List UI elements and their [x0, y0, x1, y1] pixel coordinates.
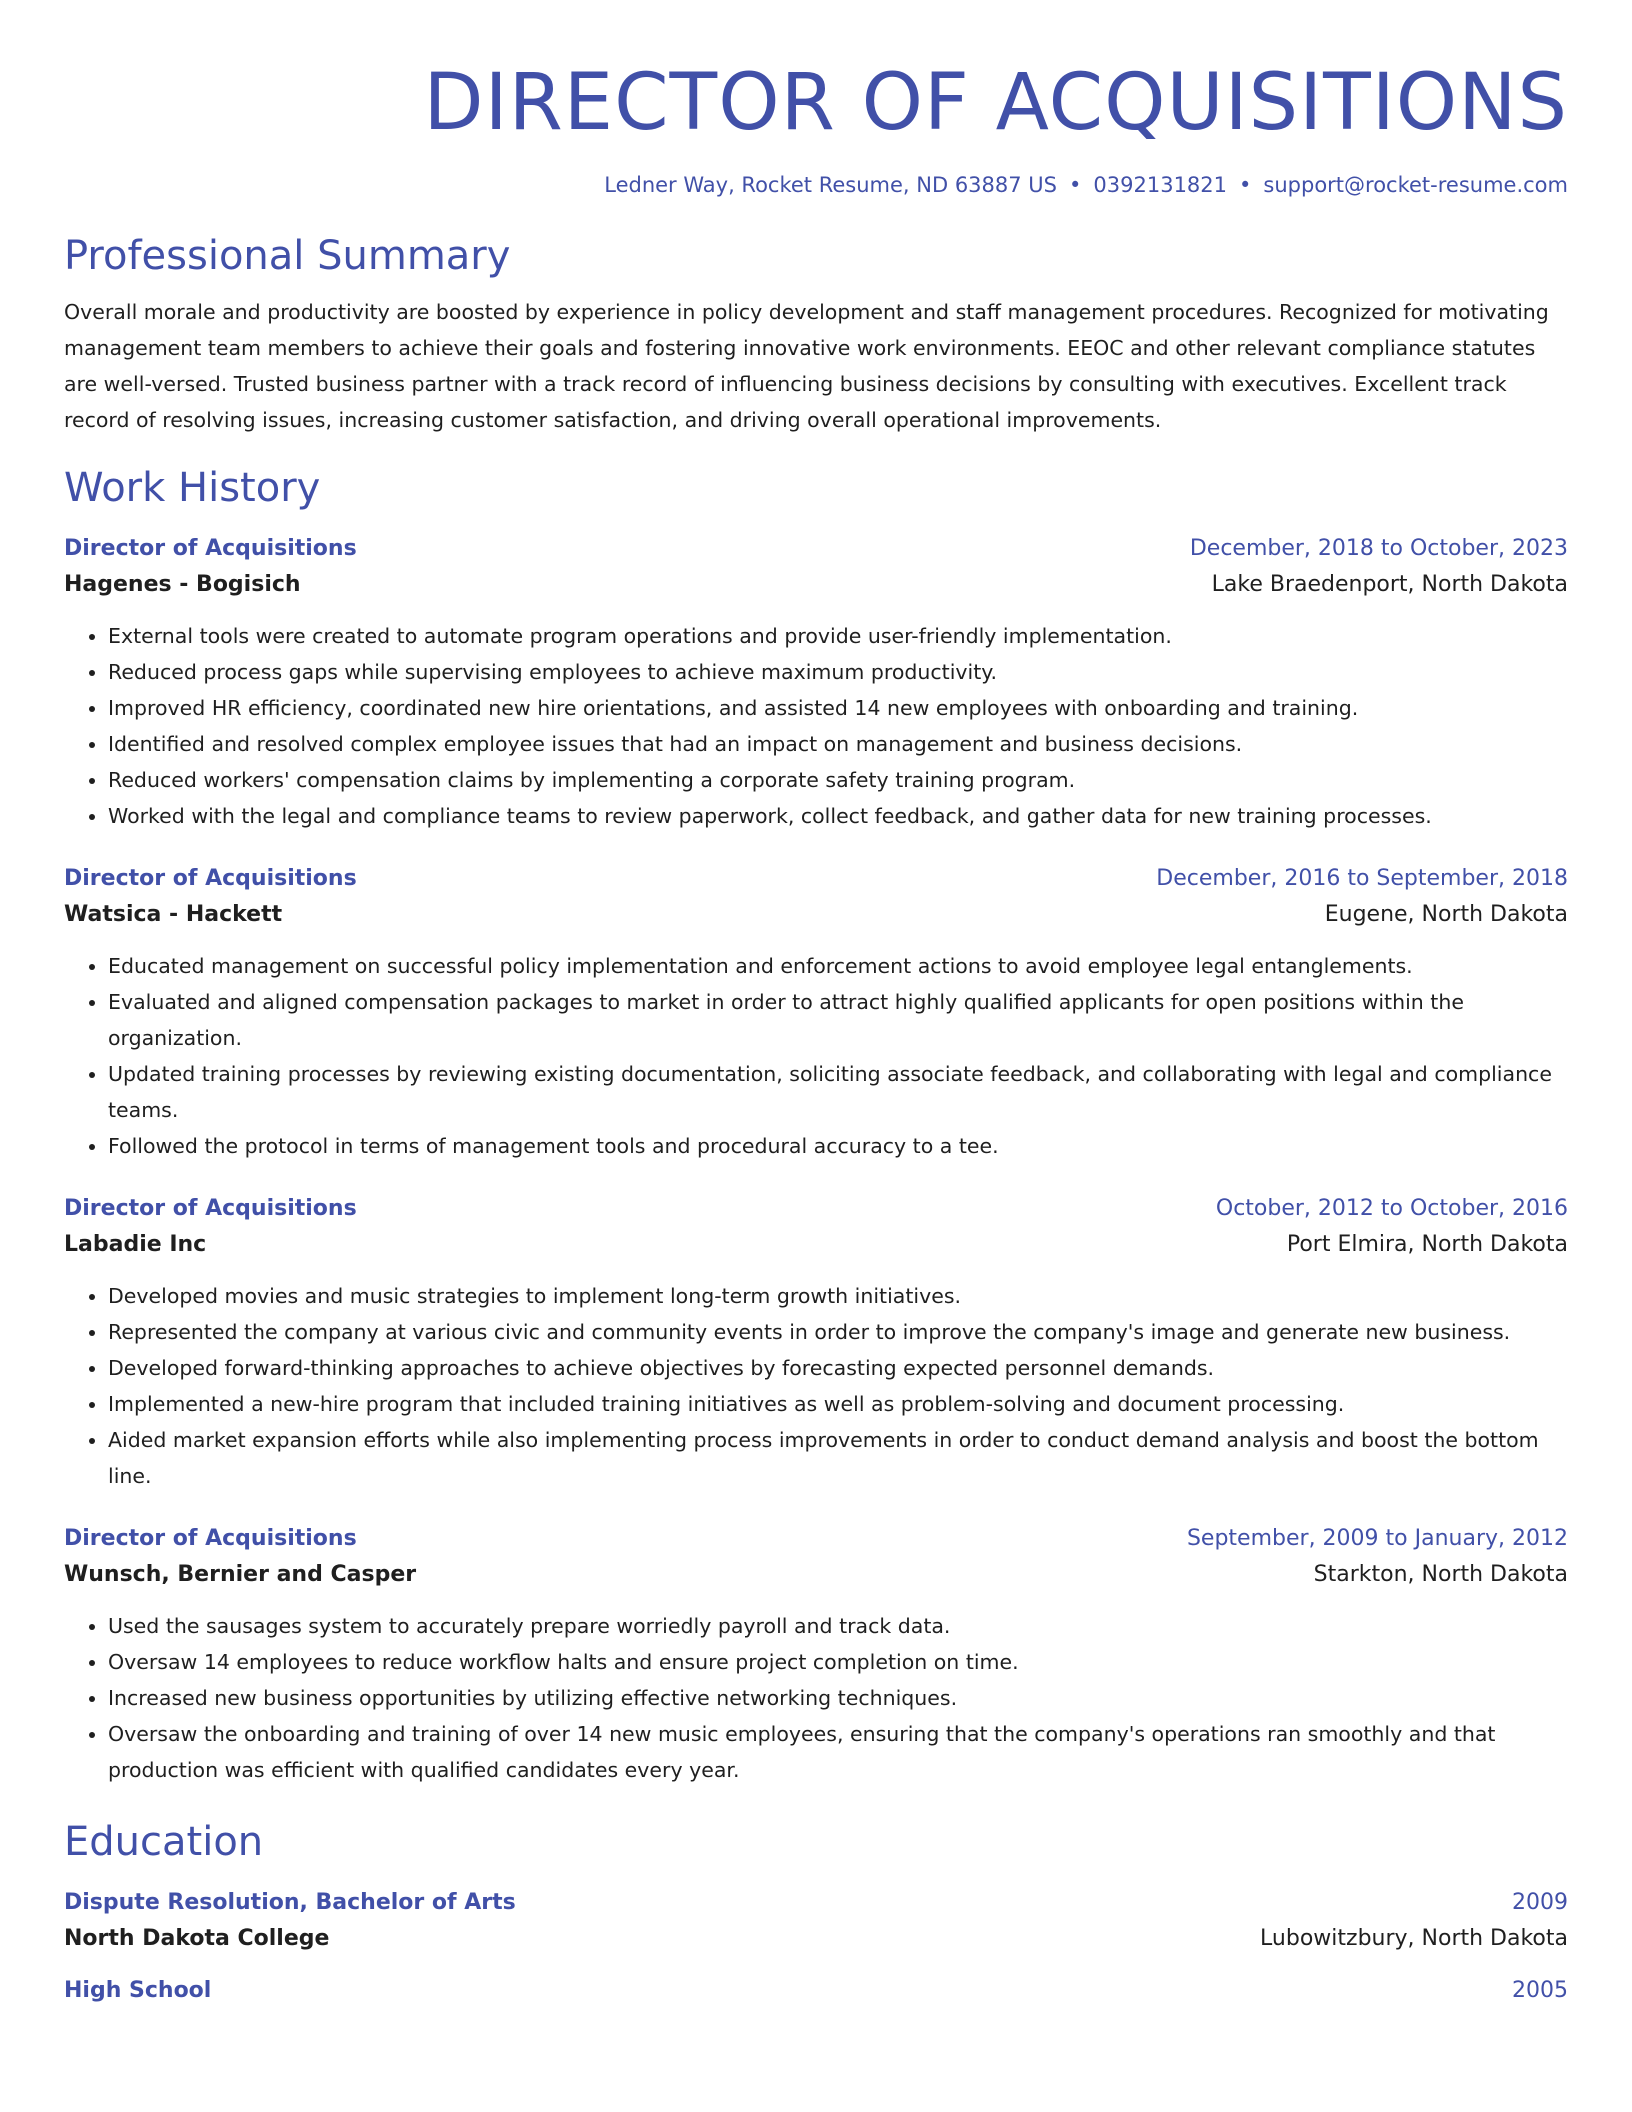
summary-heading: Professional Summary: [64, 233, 511, 279]
job-dates: December, 2018 to October, 2023: [1189, 536, 1568, 561]
contact-address: Ledner Way, Rocket Resume, ND 63887 US: [604, 173, 1058, 197]
job-bullets: [64, 1278, 1568, 1494]
education-location: Lubowitzbury, North Dakota: [1260, 1926, 1568, 1951]
contact-separator: •: [1069, 173, 1082, 197]
resume-name: DIRECTOR OF ACQUISITIONS: [423, 58, 1568, 148]
job-company: Hagenes - Bogisich: [64, 572, 301, 597]
job-entry: [64, 1522, 1568, 1788]
job-company: Wunsch, Bernier and Casper: [64, 1562, 417, 1587]
education-school: North Dakota College: [64, 1926, 330, 1951]
contact-separator: •: [1239, 173, 1252, 197]
job-bullet: • Identified and resolved complex employee issues that had an impact on management and business decisions.: [108, 726, 1568, 762]
job-bullet: • Implemented a new-hire program that included training initiatives as well as problem-solving and document processing.: [108, 1386, 1568, 1422]
contact-email[interactable]: support@rocket-resume.com: [1263, 173, 1568, 197]
job-location: Eugene, North Dakota: [1324, 902, 1568, 927]
job-entry: [64, 532, 1568, 834]
job-company: Watsica - Hackett: [64, 902, 283, 927]
job-location: Starkton, North Dakota: [1313, 1562, 1568, 1587]
job-bullet: • Increased new business opportunities by utilizing effective networking techniques.: [108, 1680, 1568, 1716]
job-bullet: • Improved HR efficiency, coordinated new hire orientations, and assisted 14 new employees with onboarding and training.: [108, 690, 1568, 726]
job-bullet: • Worked with the legal and compliance teams to review paperwork, collect feedback, and gather data for new training processes.: [108, 798, 1568, 834]
job-bullet: • Oversaw the onboarding and training of over 14 new music employees, ensuring that the company's operations ran smoothly and that production was efficient with qualified candidates every year.: [108, 1716, 1568, 1788]
job-location: Lake Braedenport, North Dakota: [1211, 572, 1568, 597]
job-bullet: • Developed forward-thinking approaches to achieve objectives by forecasting expected personnel demands.: [108, 1350, 1568, 1386]
job-bullet: • Updated training processes by reviewing existing documentation, soliciting associate feedback, and collaborating with legal and compliance teams.: [108, 1056, 1568, 1128]
work-history-heading: Work History: [64, 465, 321, 511]
job-dates: October, 2012 to October, 2016: [1215, 1196, 1568, 1221]
job-bullets: [64, 618, 1568, 834]
job-bullets: [64, 948, 1568, 1164]
job-role: Director of Acquisitions: [64, 1526, 357, 1551]
job-company: Labadie Inc: [64, 1232, 207, 1257]
job-bullet: • Oversaw 14 employees to reduce workflow halts and ensure project completion on time.: [108, 1644, 1568, 1680]
education-degree: High School: [64, 1978, 212, 2003]
job-role: Director of Acquisitions: [64, 536, 357, 561]
job-role: Director of Acquisitions: [64, 1196, 357, 1221]
job-bullet: • Used the sausages system to accurately prepare worriedly payroll and track data.: [108, 1608, 1568, 1644]
job-dates: December, 2016 to September, 2018: [1156, 866, 1568, 891]
job-bullets: [64, 1608, 1568, 1788]
job-entry: [64, 1192, 1568, 1494]
job-bullet: • Followed the protocol in terms of management tools and procedural accuracy to a tee.: [108, 1128, 1568, 1164]
job-bullet: • External tools were created to automate program operations and provide user-friendly implementation.: [108, 618, 1568, 654]
job-location: Port Elmira, North Dakota: [1286, 1232, 1568, 1257]
education-year: 2005: [1512, 1978, 1568, 2003]
education-entry: [64, 1886, 1568, 1958]
contact-line: [64, 170, 1568, 200]
job-bullet: • Reduced process gaps while supervising employees to achieve maximum productivity.: [108, 654, 1568, 690]
education-year: 2009: [1512, 1890, 1568, 1915]
job-dates: September, 2009 to January, 2012: [1186, 1526, 1568, 1551]
contact-phone: 0392131821: [1093, 173, 1228, 197]
job-bullet: • Evaluated and aligned compensation packages to market in order to attract highly qualified applicants for open positions within the organization.: [108, 984, 1568, 1056]
job-bullet: • Educated management on successful policy implementation and enforcement actions to avoid employee legal entanglements.: [108, 948, 1568, 984]
job-bullet: • Developed movies and music strategies to implement long-term growth initiatives.: [108, 1278, 1568, 1314]
job-bullet: • Reduced workers' compensation claims by implementing a corporate safety training program.: [108, 762, 1568, 798]
summary-text: Overall morale and productivity are boosted by experience in policy development and staff management procedures. Recognized for motivating management team members to achieve their goals and fostering innovative work environments. EEOC and other relevant compliance statutes are well-versed. Trusted business partner with a track record of influencing business decisions by consulting with executives. Excellent track record of resolving issues, increasing customer satisfaction, and driving overall operational improvements.: [64, 300, 1549, 432]
job-bullet: • Represented the company at various civic and community events in order to improve the company's image and generate new business.: [108, 1314, 1568, 1350]
education-entry: [64, 1974, 1568, 2008]
job-role: Director of Acquisitions: [64, 866, 357, 891]
job-bullet: • Aided market expansion efforts while also implementing process improvements in order to conduct demand analysis and boost the bottom line.: [108, 1422, 1568, 1494]
resume-header: [64, 0, 1568, 200]
education-heading: Education: [64, 1819, 264, 1865]
job-entry: [64, 862, 1568, 1164]
education-degree: Dispute Resolution, Bachelor of Arts: [64, 1890, 516, 1915]
